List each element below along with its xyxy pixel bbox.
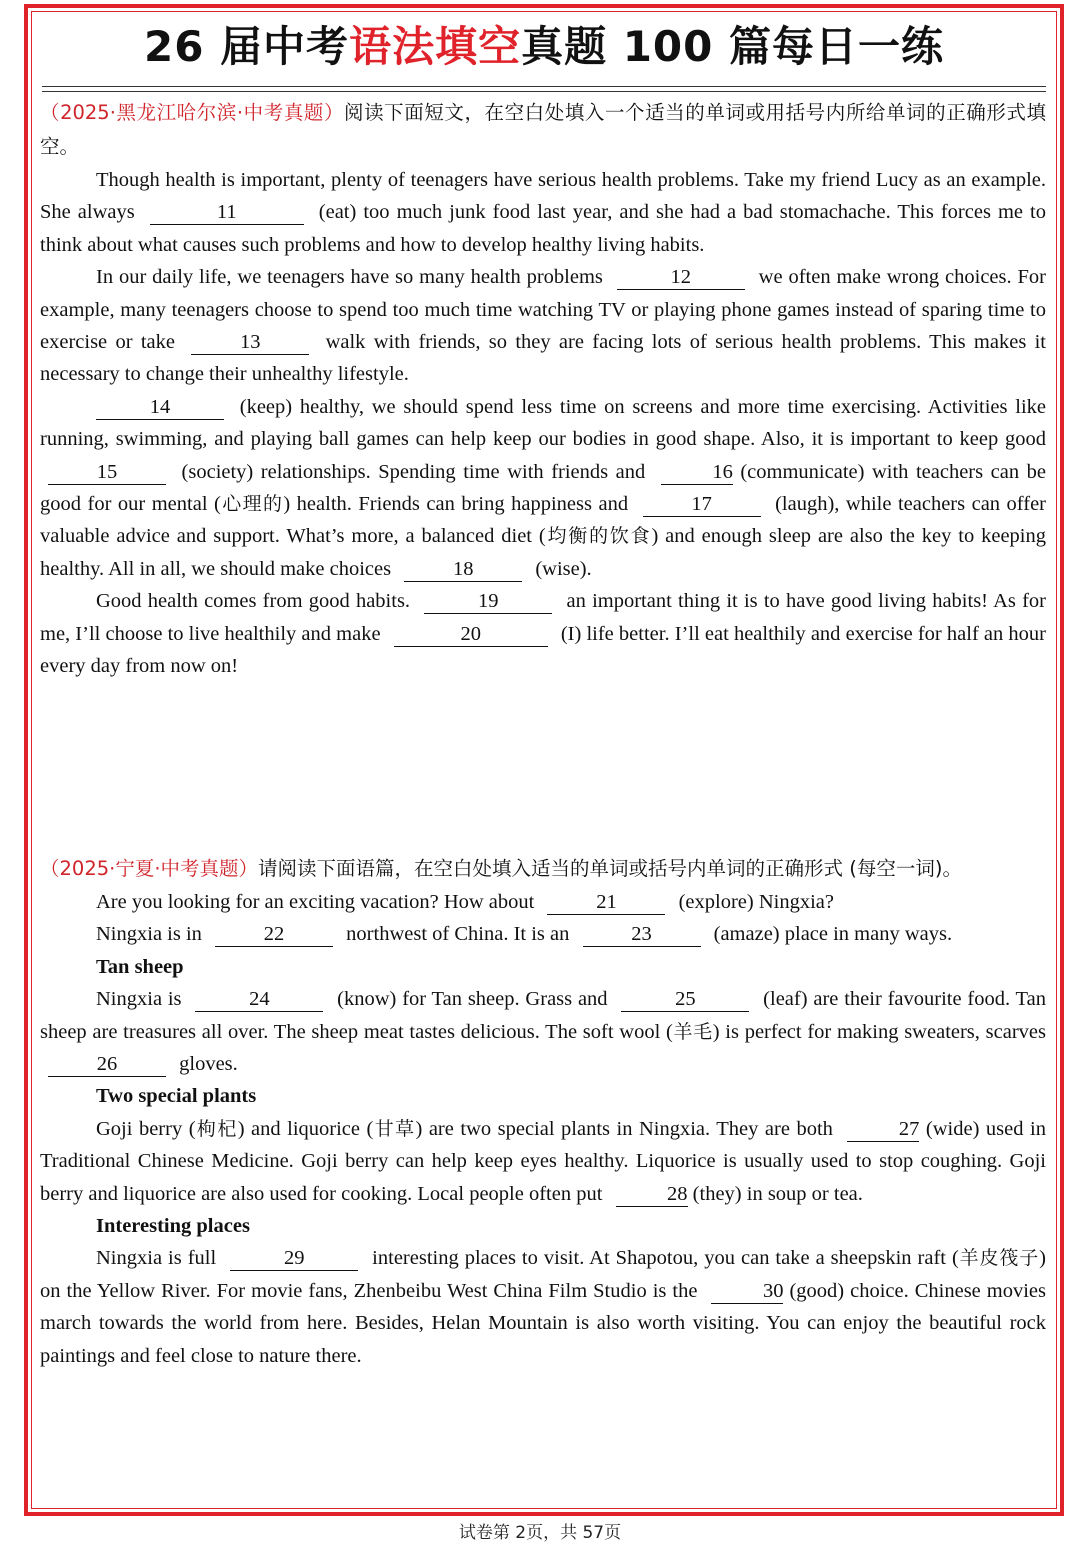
answer-blank-26[interactable]: 26	[48, 1053, 166, 1077]
answer-blank-16[interactable]: 16	[661, 461, 733, 485]
passage-text: we often make wrong choices. For example, many teenagers choose to spend too much time watching TV or playing phone games instead of sparing time to exercise or take	[40, 266, 1046, 354]
answer-blank-17[interactable]: 17	[643, 493, 761, 517]
passage-text: (eat) too much junk food last year, and she had a bad stomachache. This forces me to think about what causes such problems and how to develop healthy living habits.	[40, 201, 1046, 256]
passage-text: ) health. Friends can bring happiness and	[283, 493, 635, 516]
passage-text: ) and liquorice (	[237, 1117, 374, 1140]
passage-text: (know) for Tan sheep. Grass and	[331, 988, 614, 1011]
passage-text: Goji berry (	[96, 1117, 196, 1140]
passage-text: interesting places to visit. At Shapotou, you can take a sheepskin raft (	[366, 1247, 959, 1270]
answer-blank-22[interactable]: 22	[215, 923, 333, 947]
title-divider	[42, 86, 1046, 87]
passage-paragraph	[40, 585, 1046, 682]
passage-text: gloves.	[174, 1053, 238, 1076]
passage-text: (they) in soup or tea.	[687, 1182, 863, 1205]
passage-text: Though health is important, plenty of teenagers have serious health problems. Take my friend Lucy as an example. She always	[40, 169, 1046, 224]
title-suffix: 真题 100 篇每日一练	[521, 22, 944, 71]
section-subheading: Tan sheep	[96, 955, 184, 978]
passage-paragraph	[40, 983, 1046, 1080]
passage-text: (society) relationships. Spending time with friends and	[174, 460, 653, 483]
passage-paragraph	[40, 391, 1046, 585]
answer-blank-18[interactable]: 18	[404, 558, 522, 582]
passage-text: ) on the Yellow River. For movie fans, Zhenbeibu West China Film Studio is the	[40, 1247, 1046, 1302]
section-subheading: Two special plants	[96, 1085, 257, 1108]
passage-text: (explore) Ningxia?	[673, 891, 835, 913]
title-prefix: 26 届中考	[143, 22, 350, 71]
chinese-gloss: 甘草	[373, 1117, 416, 1140]
passage-paragraph	[40, 261, 1046, 391]
answer-blank-30[interactable]: 30	[711, 1280, 783, 1304]
answer-blank-25[interactable]: 25	[621, 988, 749, 1012]
exercise-section-ningxia	[40, 852, 1046, 1372]
passage-paragraph	[40, 886, 1046, 918]
passage-text: (communicate) with teachers can be good for our mental (	[40, 460, 1046, 516]
answer-blank-24[interactable]: 24	[195, 988, 323, 1012]
passage-text: ) and enough sleep are also the key to keeping healthy. All in all, we should make choices	[40, 525, 1046, 580]
answer-blank-20[interactable]: 20	[394, 623, 548, 647]
answer-blank-14[interactable]: 14	[96, 396, 224, 420]
page-footer: 试卷第 2页，共 57页	[458, 1523, 622, 1543]
exercise-section-heilongjiang	[40, 96, 1046, 683]
section-instruction	[40, 96, 1046, 164]
answer-blank-21[interactable]: 21	[547, 891, 665, 915]
passage-text: ) is perfect for making sweaters, scarves	[712, 1020, 1046, 1043]
passage-text: (good) choice. Chinese movies march towards the world from here. Besides, Helan Mountain is also worth visiting. You can enjoy the beautiful rock paintings and feel close to nature there.	[40, 1279, 1046, 1367]
passage-text: (laugh), while teachers can offer valuable advice and support. What’s more, a balanced diet (	[40, 493, 1046, 548]
page-title	[32, 14, 1056, 80]
title-divider-thin	[42, 91, 1046, 92]
passage-paragraph	[40, 1113, 1046, 1210]
instruction-text: 请阅读下面语篇，在空白处填入适当的单词或括号内单词的正确形式 (每空一词)。	[258, 857, 962, 880]
chinese-gloss: 羊毛	[672, 1020, 713, 1043]
section-instruction	[40, 852, 1046, 886]
chinese-gloss: 均衡的饮食	[545, 525, 652, 548]
answer-blank-19[interactable]: 19	[424, 590, 552, 614]
passage-paragraph	[40, 164, 1046, 261]
passage-text: Ningxia is full	[96, 1247, 223, 1270]
passage-text: walk with friends, so they are facing lots of serious health problems. This makes it necessary to change their unhealthy lifestyle.	[40, 331, 1046, 386]
chinese-gloss: 心理的	[220, 493, 284, 516]
passage-paragraph	[40, 1242, 1046, 1372]
passage-text: Ningxia is in	[96, 923, 208, 946]
passage-text: (wide) used in Traditional Chinese Medicine. Goji berry can help keep eyes healthy. Liquorice is usually used to stop coughing. Goji berry and liquorice are also used for cooking. Local people often put	[40, 1117, 1046, 1205]
source-label: （2025·宁夏·中考真题）	[40, 857, 259, 880]
answer-blank-28[interactable]: 28	[616, 1183, 688, 1207]
source-label: （2025·黑龙江哈尔滨·中考真题）	[40, 101, 345, 124]
title-highlight: 语法填空	[349, 22, 522, 71]
passage-text: Good health comes from good habits.	[96, 590, 417, 613]
passage-text: ) are two special plants in Ningxia. They are both	[415, 1117, 840, 1140]
passage-text: (I) life better. I’ll eat healthily and exercise for half an hour every day from now on!	[40, 622, 1046, 678]
passage-text: an important thing it is to have good living habits! As for me, I’ll choose to live healthily and make	[40, 590, 1046, 645]
answer-blank-12[interactable]: 12	[617, 266, 745, 290]
passage-text: northwest of China. It is an	[341, 923, 575, 946]
answer-blank-13[interactable]: 13	[191, 331, 309, 355]
answer-blank-15[interactable]: 15	[48, 461, 166, 485]
chinese-gloss: 枸杞	[195, 1117, 238, 1140]
passage-paragraph	[40, 918, 1046, 950]
section-subheading: Interesting places	[96, 1215, 250, 1238]
answer-blank-11[interactable]: 11	[150, 201, 304, 225]
passage-text: (keep) healthy, we should spend less time on screens and more time exercising. Activities like running, swimming, and playing ball games can help keep our bodies in good shape. Also, it is important to keep good	[40, 395, 1046, 451]
instruction-text: 阅读下面短文，在空白处填入一个适当的单词或用括号内所给单词的正确形式填空。	[40, 101, 1046, 158]
answer-blank-23[interactable]: 23	[583, 923, 701, 947]
passage-text: (leaf) are their favourite food. Tan sheep are treasures all over. The sheep meat tastes delicious. The soft wool (	[40, 988, 1046, 1043]
passage-text: (wise).	[530, 557, 592, 580]
chinese-gloss: 羊皮筏子	[958, 1247, 1040, 1270]
passage-text: Are you looking for an exciting vacation? How about	[96, 891, 540, 913]
passage-text: In our daily life, we teenagers have so many health problems	[96, 266, 609, 289]
passage-text: (amaze) place in many ways.	[708, 923, 953, 946]
answer-blank-29[interactable]: 29	[230, 1247, 358, 1271]
passage-text: Ningxia is	[96, 988, 188, 1011]
answer-blank-27[interactable]: 27	[847, 1118, 919, 1142]
